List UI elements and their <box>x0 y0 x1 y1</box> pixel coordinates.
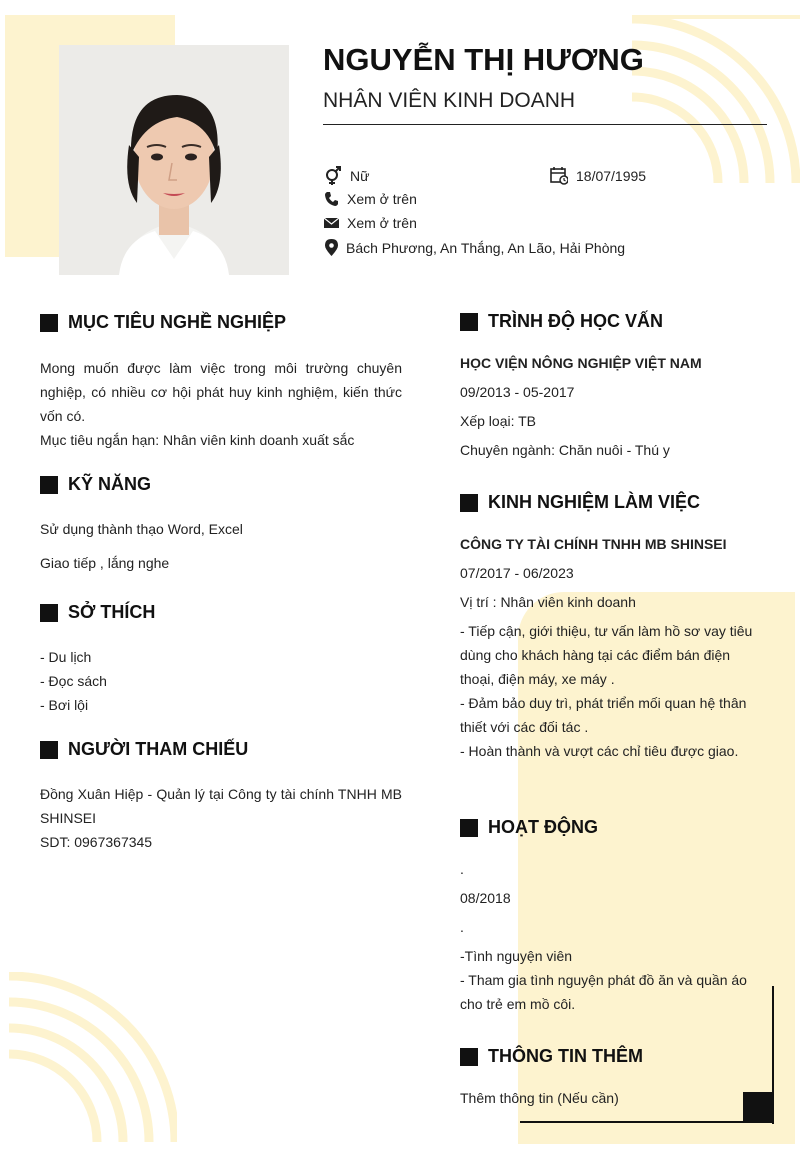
activity-line: - Tham gia tình nguyện phát đồ ăn và quần áo cho trẻ em mồ côi. <box>460 972 747 1012</box>
extra-info-text: Thêm thông tin (Nếu cần) <box>460 1090 619 1106</box>
experience-duty: - Hoàn thành và vượt các chỉ tiêu được giao. <box>460 743 739 759</box>
skill-item: Giao tiếp , lắng nghe <box>40 555 170 571</box>
gender-row <box>324 166 369 186</box>
experience-duty: - Đảm bảo duy trì, phát triển mối quan hệ thân thiết với các đối tác . <box>460 695 747 735</box>
activities-heading <box>460 817 598 838</box>
hobby-item: - Đọc sách <box>40 673 107 689</box>
heading-square <box>460 819 478 837</box>
calendar-icon <box>550 166 568 185</box>
education-rank: Xếp loại: TB <box>460 413 537 429</box>
activity-date: 08/2018 <box>460 890 511 906</box>
objective-paragraph: Mong muốn được làm việc trong môi trường chuyên nghiệp, có nhiều cơ hội phát huy kinh nghiệm, kiến thức vốn có. <box>40 360 402 424</box>
heading-square <box>40 604 58 622</box>
activities-title: HOẠT ĐỘNG <box>488 817 598 837</box>
activity-line: -Tình nguyện viên <box>460 948 573 964</box>
email-icon <box>324 217 339 229</box>
experience-title: KINH NGHIỆM LÀM VIỆC <box>488 492 701 512</box>
heading-square <box>460 1048 478 1066</box>
heading-square <box>460 313 478 331</box>
gender-icon <box>324 166 342 186</box>
birthdate-value: 18/07/1995 <box>576 167 647 184</box>
reference-person: Đồng Xuân Hiệp - Quản lý tại Công ty tài chính TNHH MB SHINSEI <box>40 786 402 826</box>
address-value: Bách Phương, An Thắng, An Lão, Hải Phòng <box>346 239 626 256</box>
experience-heading <box>460 492 700 513</box>
objective-short-term: Mục tiêu ngắn hạn: Nhân viên kinh doanh xuất sắc <box>40 432 355 448</box>
activity-dot: . <box>460 919 464 935</box>
hobbies-heading <box>40 602 155 623</box>
phone-row <box>324 191 417 207</box>
education-period: 09/2013 - 05-2017 <box>460 384 575 400</box>
decor-corner-square <box>743 1092 774 1123</box>
education-heading <box>460 311 663 332</box>
candidate-name: NGUYỄN THỊ HƯƠNG <box>323 42 644 77</box>
decor-arcs-bottom-left <box>5 972 177 1144</box>
decor-arcs-top-right <box>632 15 800 185</box>
hobby-item: - Du lịch <box>40 649 92 665</box>
activity-dot: . <box>460 861 464 877</box>
references-title: NGƯỜI THAM CHIẾU <box>68 739 249 759</box>
profile-photo <box>59 45 289 275</box>
references-heading <box>40 739 248 760</box>
location-pin-icon <box>325 239 338 256</box>
email-value: Xem ở trên <box>347 215 417 231</box>
education-school: HỌC VIỆN NÔNG NGHIỆP VIỆT NAM <box>460 355 702 371</box>
hobby-item: - Bơi lội <box>40 697 89 713</box>
reference-phone: SDT: 0967367345 <box>40 834 153 850</box>
heading-square <box>40 741 58 759</box>
address-row <box>325 239 625 256</box>
skills-heading <box>40 474 151 495</box>
extra-info-title: THÔNG TIN THÊM <box>488 1046 643 1066</box>
education-title: TRÌNH ĐỘ HỌC VẤN <box>488 311 663 331</box>
experience-period: 07/2017 - 06/2023 <box>460 565 574 581</box>
skills-title: KỸ NĂNG <box>68 474 152 494</box>
birthdate-row <box>550 166 646 185</box>
skill-item: Sử dụng thành thạo Word, Excel <box>40 521 243 537</box>
experience-company: CÔNG TY TÀI CHÍNH TNHH MB SHINSEI <box>460 536 727 552</box>
heading-square <box>460 494 478 512</box>
experience-role: Vị trí : Nhân viên kinh doanh <box>460 594 636 610</box>
extra-info-heading <box>460 1046 643 1067</box>
phone-icon <box>324 191 339 207</box>
portrait-illustration <box>59 45 289 275</box>
objective-title: MỤC TIÊU NGHỀ NGHIỆP <box>68 312 287 332</box>
education-major: Chuyên ngành: Chăn nuôi - Thú y <box>460 442 670 458</box>
gender-value: Nữ <box>350 168 370 184</box>
candidate-position: NHÂN VIÊN KINH DOANH <box>323 89 576 112</box>
header-divider <box>323 124 767 125</box>
objective-heading <box>40 312 286 333</box>
heading-square <box>40 314 58 332</box>
decor-frame-line-horizontal <box>520 1121 774 1123</box>
phone-value: Xem ở trên <box>347 191 417 207</box>
experience-duty: - Tiếp cận, giới thiệu, tư vấn làm hồ sơ vay tiêu dùng cho khách hàng tại các điểm bán điện thoại, điện máy, xe máy . <box>460 623 753 687</box>
email-row <box>324 215 417 231</box>
heading-square <box>40 476 58 494</box>
hobbies-title: SỞ THÍCH <box>68 602 156 622</box>
